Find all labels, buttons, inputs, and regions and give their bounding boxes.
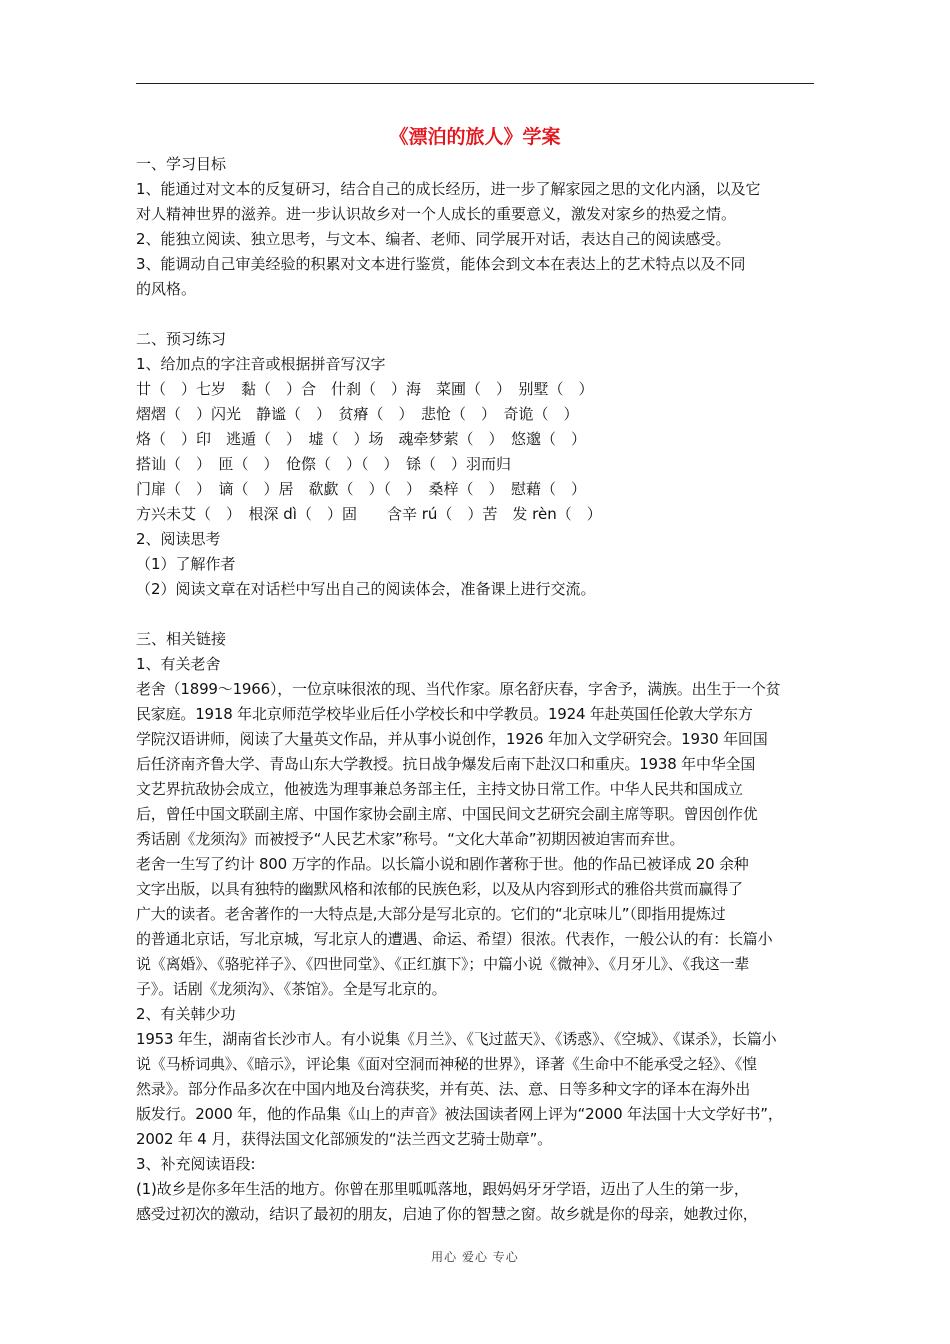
exercise-2-item-2: （2）阅读文章在对话栏中写出自己的阅读体会，准备课上进行交流。: [136, 580, 596, 598]
han-shaogong-heading: 2、有关韩少功: [136, 1005, 236, 1023]
section-heading-links: 三、相关链接: [136, 630, 227, 648]
page-title: 《漂泊的旅人》学案: [389, 126, 561, 148]
exercise-row: 搭讪（ ） 匝（ ） 伧傺（ ）（ ） 铩（ ）羽而归: [136, 455, 512, 473]
supplementary-line: (1)故乡是你多年生活的地方。你曾在那里呱呱落地，跟妈妈牙牙学语，迈出了人生的第一步，: [136, 1180, 749, 1198]
document-body: [136, 152, 816, 1227]
laoshe-line: 秀话剧《龙须沟》而被授予“人民艺术家”称号。“文化大革命”初期因被迫害而弃世。: [136, 830, 685, 848]
laoshe-line: 文艺界抗敌协会成立，他被选为理事兼总务部主任，主持文协日常工作。中华人民共和国成立: [136, 780, 743, 798]
supplementary-line: 感受过初次的激动，结识了最初的朋友，启迪了你的智慧之窗。故乡就是你的母亲，她教过你，: [136, 1205, 758, 1223]
han-line: 版发行。2000 年，他的作品集《山上的声音》被法国读者网上评为“2000 年法国十大文学好书”，: [136, 1105, 783, 1123]
goal-2: 2、能独立阅读、独立思考，与文本、编者、老师、同学展开对话，表达自己的阅读感受。: [136, 230, 731, 248]
exercise-2-item-1: （1）了解作者: [136, 555, 236, 573]
laoshe-line: 文字出版，以具有独特的幽默风格和浓郁的民族色彩，以及从内容到形式的雅俗共赏而赢得了: [136, 880, 743, 898]
exercise-row: 熠熠（ ）闪光 静谧（ ） 贫瘠（ ） 悲怆（ ） 奇诡（ ）: [136, 405, 579, 423]
spacer: [136, 302, 816, 327]
goal-1-line-2: 对人精神世界的滋养。进一步认识故乡对一个人成长的重要意义，激发对家乡的热爱之情。: [136, 205, 737, 223]
laoshe-line: 的普通北京话，写北京城，写北京人的遭遇、命运、希望）很浓。代表作，一般公认的有：长篇小: [136, 930, 773, 948]
laoshe-heading: 1、有关老舍: [136, 655, 221, 673]
section-heading-goals: 一、学习目标: [136, 155, 227, 173]
exercise-row: 廿（ ）七岁 黏（ ）合 什刹（ ）海 菜圃（ ） 别墅（ ）: [136, 380, 594, 398]
han-line: 说《马桥词典》、《暗示》，评论集《面对空洞而神秘的世界》，译著《生命中不能承受之轻》、《惶: [136, 1055, 758, 1073]
laoshe-line: 老舍一生写了约计 800 万字的作品。以长篇小说和剧作著称于世。他的作品已被译成 20 余种: [136, 855, 749, 873]
laoshe-line: 广大的读者。老舍著作的一大特点是,大部分是写北京的。它们的“北京味儿”（即指用提炼过: [136, 905, 726, 923]
laoshe-line: 民家庭。1918 年北京师范学校毕业后任小学校长和中学教员。1924 年赴英国任伦敦大学东方: [136, 705, 753, 723]
spacer: [136, 602, 816, 627]
goal-3-line-2: 的风格。: [136, 280, 197, 298]
laoshe-line: 老舍（1899～1966），一位京味很浓的现、当代作家。原名舒庆春，字舍予，满族。出生于一个贫: [136, 680, 781, 698]
exercise-2-title: 2、阅读思考: [136, 530, 221, 548]
laoshe-line: 学院汉语讲师，阅读了大量英文作品，并从事小说创作，1926 年加入文学研究会。1930 年回国: [136, 730, 768, 748]
header-rule: [136, 83, 814, 84]
han-line: 2002 年 4 月，获得法国文化部颁发的“法兰西文艺骑士勋章”。: [136, 1130, 552, 1148]
goal-1-line-1: 1、能通过对文本的反复研习，结合自己的成长经历，进一步了解家园之思的文化内涵，以及它: [136, 180, 761, 198]
exercise-row: 烙（ ）印 逃遁（ ） 墟（ ）场 魂牵梦萦（ ） 悠邈（ ）: [136, 430, 587, 448]
exercise-row: 门扉（ ） 谪（ ）居 欷歔（ ）（ ） 桑梓（ ） 慰藉（ ）: [136, 480, 587, 498]
han-line: 然录》。部分作品多次在中国内地及台湾获奖，并有英、法、意、日等多种文字的译本在海外出: [136, 1080, 751, 1098]
laoshe-line: 说《离婚》、《骆驼祥子》、《四世同堂》、《正红旗下》；中篇小说《微神》、《月牙儿》、《我这一辈: [136, 955, 750, 973]
section-heading-preview: 二、预习练习: [136, 330, 227, 348]
laoshe-line: 后，曾任中国文联副主席、中国作家协会副主席、中国民间文艺研究会副主席等职。曾因创作优: [136, 805, 758, 823]
han-line: 1953 年生，湖南省长沙市人。有小说集《月兰》、《飞过蓝天》、《诱惑》、《空城》、《谋杀》，长篇小: [136, 1030, 777, 1048]
laoshe-line: 后任济南齐鲁大学、青岛山东大学教授。抗日战争爆发后南下赴汉口和重庆。1938 年中华全国: [136, 755, 756, 773]
supplementary-heading: 3、补充阅读语段:: [136, 1155, 256, 1173]
exercise-1-title: 1、给加点的字注音或根据拼音写汉字: [136, 355, 386, 373]
goal-3-line-1: 3、能调动自己审美经验的积累对文本进行鉴赏，能体会到文本在表达上的艺术特点以及不同: [136, 255, 746, 273]
page-footer: 用心 爱心 专心: [431, 1250, 519, 1264]
exercise-row: 方兴未艾（ ） 根深 dì（ ）固 含辛 rú（ ）苦 发 rèn（ ）: [136, 505, 602, 523]
laoshe-line: 子》。话剧《龙须沟》、《茶馆》。全是写北京的。: [136, 980, 447, 998]
